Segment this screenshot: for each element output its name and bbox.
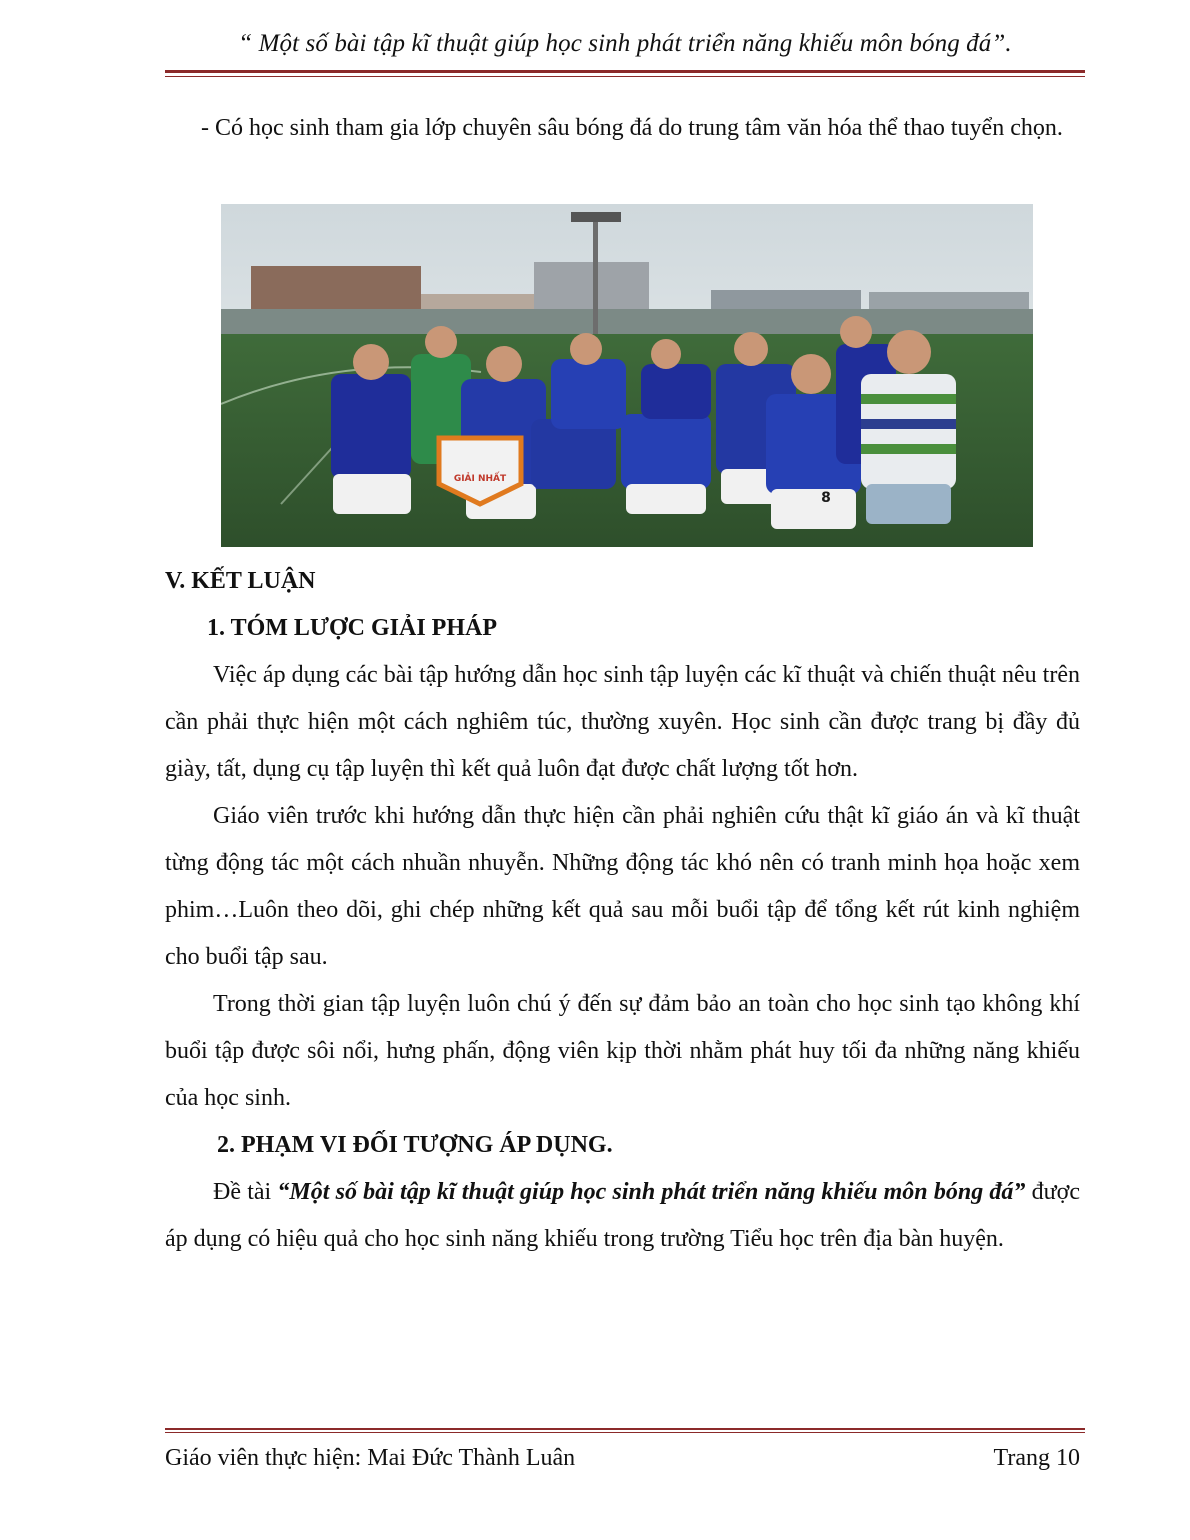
intro-bullet: - Có học sinh tham gia lớp chuyên sâu bóng đá do trung tâm văn hóa thể thao tuyển chọn.	[201, 115, 1063, 141]
jersey-number: 8	[821, 490, 831, 506]
section-title: V. KẾT LUẬN	[165, 568, 316, 594]
header-rule-thin	[165, 76, 1085, 77]
footer-author: Giáo viên thực hiện: Mai Đức Thành Luân	[165, 1445, 576, 1471]
team-photo	[221, 204, 1033, 547]
paragraph-3: Trong thời gian tập luyện luôn chú ý đến sự đảm bảo an toàn cho học sinh tạo không khí buổi tập được sôi nổi, hưng phấn, động viên kịp thời nhằm phát huy tối đa những năng khiếu của học sinh.	[165, 991, 1080, 1111]
p4-rest: được áp dụng có hiệu quả cho học sinh năng khiếu trong trường Tiểu học trên địa bàn huyện.	[165, 1179, 1080, 1252]
intro-block	[165, 105, 1080, 152]
paragraph-1: Việc áp dụng các bài tập hướng dẫn học sinh tập luyện các kĩ thuật và chiến thuật nêu trên cần phải thực hiện một cách nghiêm túc, thường xuyên. Học sinh cần được trang bị đầy đủ giày, tất, dụng cụ tập luyện thì kết quả luôn đạt được chất lượng tốt hơn.	[165, 662, 1080, 782]
footer-rule-thick	[165, 1428, 1085, 1430]
running-header: “ Một số bài tập kĩ thuật giúp học sinh phát triển năng khiếu môn bóng đá”.	[238, 30, 1012, 57]
p4-emphasis: “Một số bài tập kĩ thuật giúp học sinh phát triển năng khiếu môn bóng đá”	[277, 1179, 1026, 1205]
p4-lead: Đề tài	[213, 1179, 278, 1205]
footer-page-number: Trang 10	[993, 1445, 1080, 1471]
subsection-1-title: 1. TÓM LƯỢC GIẢI PHÁP	[207, 615, 498, 641]
main-body	[165, 558, 1080, 1263]
paragraph-2: Giáo viên trước khi hướng dẫn thực hiện cần phải nghiên cứu thật kĩ giáo án và kĩ thuật từng động tác một cách nhuần nhuyễn. Những động tác khó nên có tranh minh họa hoặc xem phim…Luôn theo dõi, ghi chép những kết quả sau mỗi buổi tập để tổng kết rút kinh nghiệm cho buổi tập sau.	[165, 803, 1080, 970]
footer-rule-thin	[165, 1432, 1085, 1433]
paragraph-4	[165, 1169, 1080, 1263]
header-rule-thick	[165, 70, 1085, 73]
subsection-2-title: 2. PHẠM VI ĐỐI TƯỢNG ÁP DỤNG.	[217, 1132, 613, 1158]
banner-text: GIẢI NHẤT	[453, 474, 507, 484]
